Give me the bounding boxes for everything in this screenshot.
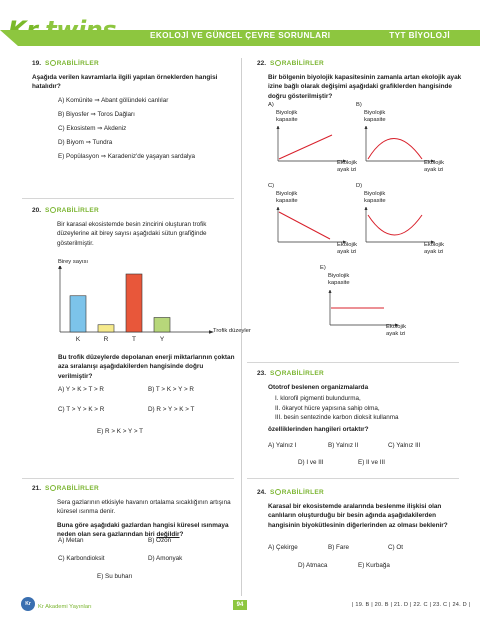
question-intro: Bir karasal ekosistemde besin zincirini oluşturan trofik düzeylerine ait birey sayısı aşağıdaki sütun grafiğinde gösterilmiştir. — [57, 221, 207, 247]
option-e[interactable]: E) Kurbağa — [358, 562, 390, 569]
bar-y — [154, 318, 170, 333]
footer-logo: Kr — [21, 597, 35, 611]
graph-d-letter[interactable]: D) — [356, 183, 363, 189]
target-icon — [50, 60, 56, 66]
divider-23-24 — [247, 478, 459, 479]
graph-e-letter[interactable]: E) — [320, 265, 326, 271]
question-query: özelliklerinden hangileri ortaktır? — [268, 425, 369, 433]
statement-2: II. ökaryot hücre yapısına sahip olma, — [275, 404, 380, 412]
tick-label-k: K — [75, 336, 81, 343]
divider-22-23 — [247, 362, 459, 363]
question-24: 24. S RABİLİRLER Karasal bir ekosistemde aralarında beslenme ilişkisi olan canlıların oluşturduğu bir besin ağında aşağıdakilerden hangisinin biyokütlesinin diğerlerinden az olması beklenir? — [257, 489, 467, 530]
page-header — [0, 0, 480, 48]
graph-d-ylabel: Biyolojik kapasite — [364, 191, 386, 205]
target-icon — [50, 485, 56, 491]
sorabilirler-tag: S RABİLİRLER — [45, 207, 100, 214]
question-20-stem: Bu trofik düzeylerde depolanan enerji miktarlarının çoktan aza sıralanışı aşağıdakilerden hangisinde doğru verilmiştir? — [58, 354, 235, 380]
sorabilirler-tag: S RABİLİRLER — [270, 60, 325, 67]
bar-r — [98, 325, 114, 332]
bar-t — [126, 274, 142, 332]
graph-c-letter[interactable]: C) — [268, 183, 275, 189]
option-b[interactable]: B) Yalnız II — [328, 442, 359, 449]
question-stem: Bir bölgenin biyolojik kapasitesinin zamanla artan ekolojik ayak izine bağlı olarak değişimi aşağıdaki grafiklerden hangisinde doğru gösterilmiştir? — [268, 74, 462, 100]
option-d[interactable]: D) R > Y > K > T — [148, 406, 195, 413]
question-intro: Sera gazlarının etkisiyle havanın ortalama sıcaklığının artışına küresel ısınma denir. — [57, 499, 231, 516]
graph-a-letter[interactable]: A) — [268, 102, 274, 108]
question-19: 19. S RABİLİRLER Aşağıda verilen kavramlarla ilgili yapılan örneklerden hangisi hatalıdır? — [32, 60, 237, 92]
course-title: TYT BİYOLOJİ — [389, 31, 450, 40]
tick-label-y: Y — [159, 336, 165, 343]
target-icon — [275, 370, 281, 376]
question-stem: Karasal bir ekosistemde aralarında beslenme ilişkisi olan canlıların oluşturduğu bir besin ağında aşağıdakilerden hangisinin biyokütlesinin diğerlerinden az olması beklenir? — [268, 503, 448, 529]
question-20: 20. S RABİLİRLER Bir karasal ekosistemde besin zincirini oluşturan trofik düzeylerine ait birey sayısı aşağıdaki sütun grafiğinde gösterilmiştir. — [32, 207, 237, 248]
option-b[interactable]: B) Ozon — [148, 537, 172, 544]
option-a[interactable]: A) Y > K > T > R — [58, 386, 104, 393]
option-c[interactable]: C) T > Y > K > R — [58, 406, 105, 413]
option-b[interactable]: B) Fare — [328, 544, 349, 551]
question-22: 22. S RABİLİRLER Bir bölgenin biyolojik kapasitesinin zamanla artan ekolojik ayak izine bağlı olarak değişimi aşağıdaki grafiklerden hangisinde doğru gösterilmiştir? — [257, 60, 467, 101]
option-e[interactable]: E) R > K > Y > T — [97, 428, 144, 435]
graph-d-xlabel: Ekolojik ayak izi — [424, 242, 444, 256]
option-d[interactable]: D) Amonyak — [148, 555, 183, 562]
graph-a-ylabel: Biyolojik kapasite — [276, 110, 298, 124]
graph-c-xlabel: Ekolojik ayak izi — [337, 242, 357, 256]
divider-20-21 — [22, 478, 234, 479]
bar-chart-ylabel: Birey sayısı — [58, 259, 88, 265]
option-a[interactable]: A) Komünite ⇒ Abant gölündeki canlılar — [58, 97, 169, 104]
option-c[interactable]: C) Ot — [388, 544, 404, 551]
statement-1: I. klorofil pigmenti bulundurma, — [275, 395, 361, 403]
publisher-name: Kr Akademi Yayınları — [38, 604, 92, 610]
bar-k — [70, 296, 86, 332]
sorabilirler-tag: S RABİLİRLER — [270, 370, 325, 377]
graph-b-xlabel: Ekolojik ayak izi — [424, 160, 444, 174]
statement-3: III. besin sentezinde karbon dioksit kullanma — [275, 414, 399, 422]
divider-19-20 — [22, 198, 234, 199]
option-e[interactable]: E) Popülasyon ⇒ Karadeniz'de yaşayan sardalya — [58, 153, 196, 160]
question-21: 21. S RABİLİRLER Sera gazlarının etkisiyle havanın ortalama sıcaklığının artışına küresel ısınma denir. Buna göre aşağıdaki gazlardan hangisi küresel ısınmaya neden olan sera gazlarından biri değildir? — [32, 485, 237, 539]
graph-c-ylabel: Biyolojik kapasite — [276, 191, 298, 205]
question-stem: Aşağıda verilen kavramlarla ilgili yapılan örneklerden hangisi hatalıdır? — [32, 74, 218, 91]
option-c[interactable]: C) Yalnız III — [388, 442, 421, 449]
option-b[interactable]: B) Biyosfer ⇒ Toros Dağları — [58, 111, 135, 118]
option-a[interactable]: A) Çekirge — [268, 544, 298, 551]
target-icon — [50, 207, 56, 213]
option-d[interactable]: D) I ve III — [298, 459, 324, 466]
tick-label-t: T — [132, 336, 136, 343]
bar-chart-xlabel: Trofik düzeyler — [213, 328, 251, 334]
option-c[interactable]: C) Karbondioksit — [58, 555, 105, 562]
question-stem: Buna göre aşağıdaki gazlardan hangisi küresel ısınmaya neden olan sera gazlarından biri değildir? — [57, 521, 229, 539]
target-icon — [275, 60, 281, 66]
tick-label-r: R — [103, 336, 109, 343]
page-number: 94 — [233, 600, 247, 610]
graph-e-ylabel: Biyolojik kapasite — [328, 273, 350, 287]
option-c[interactable]: C) Ekosistem ⇒ Akdeniz — [58, 125, 127, 132]
sorabilirler-tag: S RABİLİRLER — [45, 485, 100, 492]
option-a[interactable]: A) Yalnız I — [268, 442, 297, 449]
graph-a-xlabel: Ekolojik ayak izi — [337, 160, 357, 174]
option-b[interactable]: B) T > K > Y > R — [148, 386, 194, 393]
answer-key: | 19. B | 20. B | 21. D | 22. C | 23. C | 24. D | — [352, 602, 471, 608]
negation-word: değildir — [156, 531, 180, 539]
option-d[interactable]: D) Biyom ⇒ Tundra — [58, 139, 113, 146]
trophic-bar-chart — [56, 266, 246, 348]
option-e[interactable]: E) II ve III — [358, 459, 385, 466]
graph-e-xlabel: Ekolojik ayak izi — [386, 324, 406, 338]
option-e[interactable]: E) Su buharı — [97, 573, 133, 580]
option-a[interactable]: A) Metan — [58, 537, 84, 544]
question-23: 23. S RABİLİRLER Ototrof beslenen organizmalarda I. klorofil pigmenti bulundurma, II. ökaryot hücre yapısına sahip olma, III. besin sentezinde karbon dioksit kullanma özelliklerinden hangileri ortaktır? — [257, 370, 467, 434]
target-icon — [275, 489, 281, 495]
sorabilirler-tag: S RABİLİRLER — [45, 60, 100, 67]
question-stem: Ototrof beslenen organizmalarda — [268, 384, 369, 391]
graph-b-letter[interactable]: B) — [356, 102, 362, 108]
option-d[interactable]: D) Atmaca — [298, 562, 328, 569]
sorabilirler-tag: S RABİLİRLER — [270, 489, 325, 496]
unit-title: EKOLOJİ VE GÜNCEL ÇEVRE SORUNLARI — [150, 31, 331, 40]
graph-b-ylabel: Biyolojik kapasite — [364, 110, 386, 124]
